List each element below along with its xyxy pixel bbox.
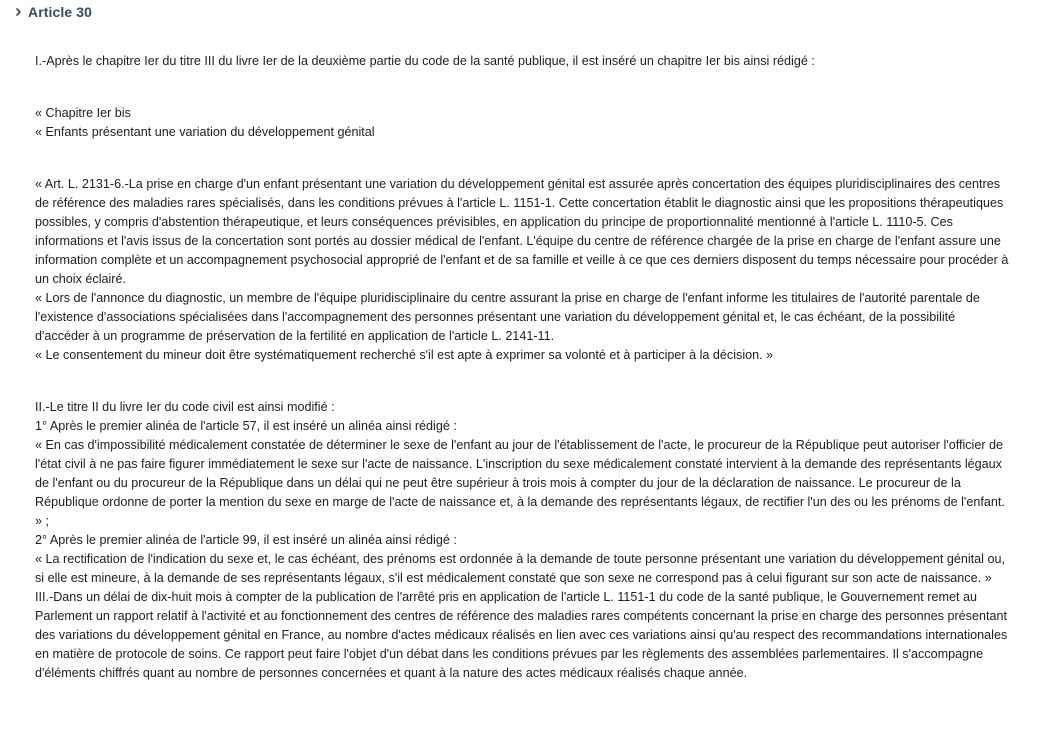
paragraph-article-99-text: « La rectification de l'indication du sexe et, le cas échéant, des prénoms est ordonnée à la demande de toute personne présentant une variation du développement génital ou, si elle est mineure, à la demande de ses représentants légaux, s'il est médicalement constaté que son sexe ne correspond pas à celui figurant sur son acte de naissance. » [35,552,1005,585]
article-title[interactable]: Article 30 [28,4,93,20]
paragraph-chapter-title: « Enfants présentant une variation du développement génital [35,125,375,139]
paragraph-section-ii: II.-Le titre II du livre Ier du code civil est ainsi modifié : [35,400,335,414]
paragraph-article-57-text: « En cas d'impossibilité médicalement constatée de déterminer le sexe de l'enfant au jour de l'établissement de l'acte, le procureur de la République peut autoriser l'officier de l'état civil à ne pas faire figurer immédiatement le sexe sur l'acte de naissance. L'inscription du sexe médicalement constaté intervient à la demande des représentants légaux de l'enfant ou du procureur de la République dans un délai qui ne peut être supérieur à trois mois à compter du jour de la déclaration de naissance. Le procureur de la République ordonne de porter la mention du sexe en marge de l'acte de naissance et, à la demande des représentants légaux, de rectifier l'un des ou les prénoms de l'enfant. » ; [35,438,1005,528]
paragraph-item-2: 2° Après le premier alinéa de l'article 99, il est inséré un alinéa ainsi rédigé : [35,533,457,547]
paragraph-section-iii: III.-Dans un délai de dix-huit mois à compter de la publication de l'arrêté pris en application de l'article L. 1151-1 du code de la santé publique, le Gouvernement remet au Parlement un rapport relatif à l'activité et au fonctionnement des centres de référence des maladies rares compétents concernant la prise en charge des personnes présentant des variations du développement génital en France, au nombre d'actes médicaux réalisés en lien avec ces variations ainsi qu'au respect des recommandations internationales en matière de protocole de soins. Ce rapport peut faire l'objet d'un débat dans les conditions prévues par les règlements des assemblées parlementaires. Il s'accompagne d'éléments chiffrés quant au nombre de personnes concernées et quant à la nature des actes médicaux réalisés chaque année. [35,590,1008,680]
paragraph-annonce-diagnostic: « Lors de l'annonce du diagnostic, un membre de l'équipe pluridisciplinaire du centre assurant la prise en charge de l'enfant informe les titulaires de l'autorité parentale de l'existence d'associations spécialisées dans l'accompagnement des personnes présentant une variation du développement génital et, le cas échéant, de la possibilité d'accéder à un programme de préservation de la fertilité en application de l'article L. 2141-11. [35,291,980,343]
article-toggle[interactable] [14,2,92,22]
paragraph-art-l2131-6: « Art. L. 2131-6.-La prise en charge d'un enfant présentant une variation du développement génital est assurée après concertation des équipes pluridisciplinaires des centres de référence des maladies rares spécialisés, dans les conditions prévues à l'article L. 1151-1. Cette concertation établit le diagnostic ainsi que les propositions thérapeutiques possibles, y compris d'abstention thérapeutique, et leurs conséquences prévisibles, en application du principe de proportionnalité mentionné à l'article L. 1110-5. Ces informations et l'avis issus de la concertation sont portés au dossier médical de l'enfant. L'équipe du centre de référence chargée de la prise en charge de l'enfant assure une information complète et un accompagnement psychosocial approprié de l'enfant et de sa famille et veille à ce que ces derniers disposent du temps nécessaire pour procéder à un choix éclairé. [35,177,1009,286]
article-body [35,52,1010,683]
paragraph-intro: I.-Après le chapitre Ier du titre III du livre Ier de la deuxième partie du code de la santé publique, il est inséré un chapitre Ier bis ainsi rédigé : [35,54,815,68]
paragraph-item-1: 1° Après le premier alinéa de l'article 57, il est inséré un alinéa ainsi rédigé : [35,419,457,433]
paragraph-chapter-heading: « Chapitre Ier bis [35,106,131,120]
paragraph-consentement: « Le consentement du mineur doit être systématiquement recherché s'il est apte à exprimer sa volonté et à participer à la décision. » [35,348,774,362]
chevron-right-icon [14,5,24,19]
